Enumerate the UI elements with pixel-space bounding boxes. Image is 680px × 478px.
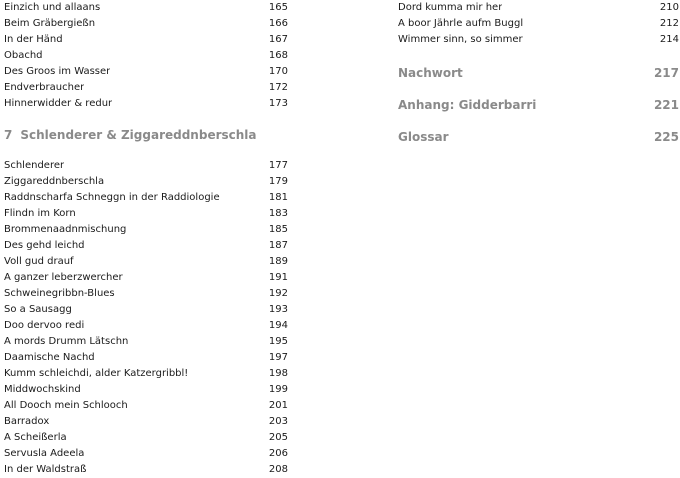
toc-entry-title: Brommenaadnmischung <box>4 224 127 235</box>
toc-right-column <box>398 0 679 146</box>
toc-entry-title: Wimmer sinn, so simmer <box>398 34 523 45</box>
toc-entry <box>4 270 288 286</box>
toc-entry-title: Servusla Adeela <box>4 448 85 459</box>
toc-entry-title: Hinnerwidder & redur <box>4 98 113 109</box>
toc-entry <box>4 190 288 206</box>
toc-entry-title: A Scheißerla <box>4 432 67 443</box>
toc-entry-title: Beim Gräbergießn <box>4 18 96 29</box>
toc-entry-page: 168 <box>268 50 288 61</box>
toc-entry-title: Des Groos im Wasser <box>4 66 111 77</box>
toc-entry-page: 205 <box>268 432 288 443</box>
toc-entry <box>4 350 288 366</box>
toc-entry-page: 172 <box>268 82 288 93</box>
toc-entry-page: 187 <box>268 240 288 251</box>
toc-entry <box>4 238 288 254</box>
toc-entry <box>398 16 679 32</box>
toc-entry <box>4 446 288 462</box>
toc-entry-page: 189 <box>268 256 288 267</box>
toc-entry-title: So a Sausagg <box>4 304 72 315</box>
toc-entry <box>4 48 288 64</box>
toc-entry <box>4 430 288 446</box>
appendix-section <box>398 96 679 114</box>
toc-entry-page: 170 <box>268 66 288 77</box>
toc-entry-page: 173 <box>268 98 288 109</box>
toc-entry-page: 181 <box>268 192 288 203</box>
toc-entry-title: Middwochskind <box>4 384 81 395</box>
toc-entry <box>4 16 288 32</box>
toc-entry-page: 197 <box>268 352 288 363</box>
toc-entry-title: In der Waldstraß <box>4 464 87 475</box>
toc-entry-title: A ganzer leberzwercher <box>4 272 123 283</box>
toc-entry-page: 203 <box>268 416 288 427</box>
toc-entry-page: 179 <box>268 176 288 187</box>
toc-entry-page: 214 <box>659 34 679 45</box>
toc-appendix-sections <box>398 48 679 146</box>
toc-entry-title: Einzich und allaans <box>4 2 101 13</box>
appendix-section-title: Glossar <box>398 130 449 144</box>
toc-entry-title: Dord kumma mir her <box>398 2 503 13</box>
toc-entry <box>4 318 288 334</box>
toc-entry-title: All Dooch mein Schlooch <box>4 400 128 411</box>
toc-entry <box>4 158 288 174</box>
appendix-section-page: 217 <box>653 66 679 80</box>
toc-entry-page: 195 <box>268 336 288 347</box>
toc-entry-title: A boor Jährle aufm Buggl <box>398 18 524 29</box>
toc-entry <box>4 414 288 430</box>
toc-entry <box>4 366 288 382</box>
toc-entry-title: Des gehd leichd <box>4 240 85 251</box>
toc-entry-page: 183 <box>268 208 288 219</box>
toc-entry-title: Kumm schleichdi, alder Katzergribbl! <box>4 368 189 379</box>
section-title: Schlenderer & Ziggareddnberschla <box>20 128 257 142</box>
toc-list-chapter-6 <box>4 0 288 112</box>
toc-entry <box>4 80 288 96</box>
toc-entry-page: 167 <box>268 34 288 45</box>
toc-entry <box>398 0 679 16</box>
toc-entry-page: 165 <box>268 2 288 13</box>
toc-entry-page: 193 <box>268 304 288 315</box>
toc-entry <box>4 462 288 478</box>
appendix-section-page: 221 <box>653 98 679 112</box>
toc-entry <box>4 222 288 238</box>
toc-entry-title: Ziggareddnberschla <box>4 176 105 187</box>
toc-entry <box>4 398 288 414</box>
appendix-section-title: Nachwort <box>398 66 463 80</box>
toc-entry-page: 198 <box>268 368 288 379</box>
toc-entry <box>4 32 288 48</box>
toc-entry-title: A mords Drumm Lätschn <box>4 336 129 347</box>
appendix-section <box>398 64 679 82</box>
toc-list-continued <box>398 0 679 48</box>
toc-entry <box>4 302 288 318</box>
toc-entry-title: Flindn im Korn <box>4 208 76 219</box>
toc-entry <box>4 0 288 16</box>
toc-entry-title: Schlenderer <box>4 160 65 171</box>
toc-entry-title: Barradox <box>4 416 50 427</box>
toc-entry <box>4 286 288 302</box>
appendix-section-page: 225 <box>653 130 679 144</box>
toc-entry <box>398 32 679 48</box>
toc-entry-page: 185 <box>268 224 288 235</box>
toc-entry <box>4 382 288 398</box>
appendix-section <box>398 128 679 146</box>
toc-entry-page: 212 <box>659 18 679 29</box>
toc-list-chapter-7 <box>4 158 288 478</box>
toc-entry-page: 199 <box>268 384 288 395</box>
toc-entry <box>4 96 288 112</box>
section-number: 7 <box>4 128 13 142</box>
toc-entry <box>4 206 288 222</box>
toc-entry-page: 166 <box>268 18 288 29</box>
toc-entry <box>4 64 288 80</box>
toc-entry-title: Voll gud drauf <box>4 256 74 267</box>
toc-entry-title: Doo dervoo redi <box>4 320 85 331</box>
toc-entry-page: 194 <box>268 320 288 331</box>
toc-entry-page: 208 <box>268 464 288 475</box>
toc-entry-title: Daamische Nachd <box>4 352 95 363</box>
toc-entry-title: Raddnscharfa Schneggn in der Raddiologie <box>4 192 220 203</box>
appendix-section-title: Anhang: Gidderbarri <box>398 98 537 112</box>
toc-entry-page: 210 <box>659 2 679 13</box>
toc-entry-title: Obachd <box>4 50 43 61</box>
toc-entry-title: Schweinegribbn-Blues <box>4 288 115 299</box>
toc-left-column <box>4 0 288 478</box>
section-heading-7 <box>4 126 288 144</box>
toc-entry-page: 201 <box>268 400 288 411</box>
toc-entry <box>4 174 288 190</box>
toc-entry-page: 177 <box>268 160 288 171</box>
toc-entry-title: In der Händ <box>4 34 63 45</box>
toc-entry-page: 191 <box>268 272 288 283</box>
toc-entry-page: 192 <box>268 288 288 299</box>
toc-entry <box>4 254 288 270</box>
toc-entry <box>4 334 288 350</box>
toc-entry-page: 206 <box>268 448 288 459</box>
toc-entry-title: Endverbraucher <box>4 82 85 93</box>
